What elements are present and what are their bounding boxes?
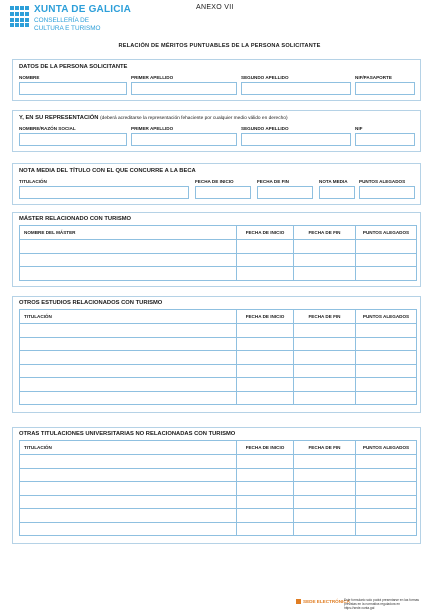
table-cell[interactable] — [237, 495, 294, 509]
label-nif: NIF — [355, 126, 363, 131]
logo-title: XUNTA DE GALICIA — [34, 4, 132, 15]
xunta-logo — [10, 4, 140, 36]
table-cell[interactable] — [356, 482, 417, 496]
table-cell[interactable] — [237, 337, 294, 351]
rep-nif-input[interactable] — [355, 133, 415, 146]
col-fecha-inicio: FECHA DE INICIO — [237, 226, 294, 240]
table-row — [20, 324, 417, 338]
label-nota-media: NOTA MEDIA — [319, 179, 348, 184]
table-cell[interactable] — [237, 509, 294, 523]
table-row — [20, 351, 417, 365]
col-fecha-fin: FECHA DE FIN — [294, 310, 356, 324]
footer-note: Este formulario solo podrá presentarse en las formas previstas en la normativa reguladora en https://sede.xunta.gal — [344, 598, 419, 610]
table-cell[interactable] — [20, 364, 237, 378]
rep-segundo-apellido-input[interactable] — [241, 133, 351, 146]
xunta-emblem-icon — [10, 6, 30, 28]
table-cell[interactable] — [20, 495, 237, 509]
col-titulacion: TITULACIÓN — [20, 310, 237, 324]
label-primer-apellido: PRIMER APELLIDO — [131, 126, 174, 131]
table-cell[interactable] — [356, 267, 417, 281]
section-title: DATOS DE LA PERSONA SOLICITANTE — [19, 64, 128, 70]
puntos-alegados-input[interactable] — [359, 186, 415, 199]
table-cell[interactable] — [294, 482, 356, 496]
table-cell[interactable] — [294, 337, 356, 351]
table-cell[interactable] — [356, 495, 417, 509]
col-puntos-alegados: PUNTOS ALEGADOS — [356, 441, 417, 455]
section-nota-media — [12, 163, 421, 205]
logo-line-1: CONSELLERÍA DE — [34, 17, 90, 24]
table-cell[interactable] — [294, 455, 356, 469]
table-cell[interactable] — [237, 267, 294, 281]
table-row — [20, 378, 417, 392]
table-cell[interactable] — [20, 522, 237, 536]
section-title: NOTA MEDIA DEL TÍTULO CON EL QUE CONCURRE A LA BECA — [19, 168, 196, 174]
otras-titulaciones-table — [19, 440, 417, 536]
table-row — [20, 391, 417, 405]
table-cell[interactable] — [356, 522, 417, 536]
table-cell[interactable] — [294, 522, 356, 536]
table-cell[interactable] — [20, 391, 237, 405]
representacion-title: Y, EN SU REPRESENTACIÓN — [19, 115, 99, 121]
table-cell[interactable] — [294, 364, 356, 378]
table-cell[interactable] — [294, 495, 356, 509]
table-cell[interactable] — [20, 240, 237, 254]
table-cell[interactable] — [237, 240, 294, 254]
table-cell[interactable] — [294, 391, 356, 405]
table-cell[interactable] — [356, 391, 417, 405]
label-nombre-razon-social: NOMBRE/RAZÓN SOCIAL — [19, 126, 76, 131]
table-cell[interactable] — [356, 468, 417, 482]
label-primer-apellido: PRIMER APELLIDO — [131, 75, 174, 80]
col-nombre-master: NOMBRE DEL MÁSTER — [20, 226, 237, 240]
table-cell[interactable] — [20, 509, 237, 523]
table-cell[interactable] — [294, 253, 356, 267]
table-cell[interactable] — [237, 391, 294, 405]
section-title: OTROS ESTUDIOS RELACIONADOS CON TURISMO — [19, 300, 163, 306]
label-segundo-apellido: SEGUNDO APELLIDO — [241, 75, 289, 80]
nif-pasaporte-input[interactable] — [355, 82, 415, 95]
representacion-note: (deberá acreditarse la representación fehaciente por cualquier medio válido en derecho) — [100, 116, 288, 121]
table-cell[interactable] — [237, 378, 294, 392]
page-title: RELACIÓN DE MÉRITOS PUNTUABLES DE LA PERSONA SOLICITANTE — [118, 43, 321, 49]
table-cell[interactable] — [20, 337, 237, 351]
table-cell[interactable] — [20, 324, 237, 338]
table-cell[interactable] — [237, 364, 294, 378]
table-cell[interactable] — [294, 351, 356, 365]
table-row — [20, 522, 417, 536]
table-cell[interactable] — [294, 240, 356, 254]
table-cell[interactable] — [356, 455, 417, 469]
section-otros-estudios — [12, 296, 421, 413]
table-cell[interactable] — [294, 378, 356, 392]
table-cell[interactable] — [356, 240, 417, 254]
col-titulacion: TITULACIÓN — [20, 441, 237, 455]
fecha-inicio-input[interactable] — [195, 186, 251, 199]
label-nif-pasaporte: NIF/PASAPORTE — [355, 75, 392, 80]
section-master — [12, 212, 421, 287]
table-cell[interactable] — [20, 253, 237, 267]
section-title: OTRAS TITULACIONES UNIVERSITARIAS NO RELACIONADAS CON TURISMO — [19, 431, 236, 437]
sede-icon — [296, 599, 301, 604]
table-cell[interactable] — [237, 482, 294, 496]
table-cell[interactable] — [20, 378, 237, 392]
table-cell[interactable] — [356, 378, 417, 392]
col-puntos-alegados: PUNTOS ALEGADOS — [356, 310, 417, 324]
table-header — [20, 310, 417, 324]
table-cell[interactable] — [20, 351, 237, 365]
fecha-fin-input[interactable] — [257, 186, 313, 199]
table-row — [20, 267, 417, 281]
col-fecha-fin: FECHA DE FIN — [294, 226, 356, 240]
table-cell[interactable] — [237, 522, 294, 536]
rep-primer-apellido-input[interactable] — [131, 133, 237, 146]
table-cell[interactable] — [294, 509, 356, 523]
table-row — [20, 482, 417, 496]
table-row — [20, 495, 417, 509]
table-cell[interactable] — [237, 455, 294, 469]
table-cell[interactable] — [294, 267, 356, 281]
table-row — [20, 509, 417, 523]
table-cell[interactable] — [237, 351, 294, 365]
table-cell[interactable] — [356, 253, 417, 267]
table-cell[interactable] — [20, 482, 237, 496]
table-cell[interactable] — [237, 324, 294, 338]
anexo-label: ANEXO VII — [196, 4, 234, 11]
section-title: MÁSTER RELACIONADO CON TURISMO — [19, 216, 132, 222]
table-cell[interactable] — [356, 337, 417, 351]
sede-label: SEDE ELECTRÓNICA — [303, 599, 350, 604]
table-cell[interactable] — [20, 468, 237, 482]
table-cell[interactable] — [356, 324, 417, 338]
col-fecha-inicio: FECHA DE INICIO — [237, 310, 294, 324]
table-cell[interactable] — [356, 509, 417, 523]
sede-electronica-logo — [296, 599, 350, 604]
table-row — [20, 455, 417, 469]
section-representacion — [12, 110, 421, 152]
table-row — [20, 468, 417, 482]
table-row — [20, 337, 417, 351]
titulacion-input[interactable] — [19, 186, 189, 199]
table-row — [20, 253, 417, 267]
section-otras-titulaciones — [12, 427, 421, 544]
table-cell[interactable] — [237, 253, 294, 267]
primer-apellido-input[interactable] — [131, 82, 237, 95]
label-puntos-alegados: PUNTOS ALEGADOS — [359, 179, 406, 184]
table-cell[interactable] — [294, 468, 356, 482]
table-row — [20, 364, 417, 378]
nombre-input[interactable] — [19, 82, 127, 95]
col-fecha-fin: FECHA DE FIN — [294, 441, 356, 455]
razon-social-input[interactable] — [19, 133, 127, 146]
table-cell[interactable] — [20, 267, 237, 281]
col-fecha-inicio: FECHA DE INICIO — [237, 441, 294, 455]
label-titulacion: TITULACIÓN — [19, 179, 47, 184]
segundo-apellido-input[interactable] — [241, 82, 351, 95]
otros-estudios-table — [19, 309, 417, 405]
table-header — [20, 441, 417, 455]
master-table — [19, 225, 417, 281]
table-header — [20, 226, 417, 240]
label-nombre: NOMBRE — [19, 75, 40, 80]
nota-media-input[interactable] — [319, 186, 355, 199]
label-fecha-fin: FECHA DE FIN — [257, 179, 289, 184]
logo-line-2: CULTURA E TURISMO — [34, 25, 101, 32]
table-row — [20, 240, 417, 254]
section-title — [19, 115, 288, 121]
table-cell[interactable] — [356, 351, 417, 365]
table-cell[interactable] — [356, 364, 417, 378]
table-cell[interactable] — [294, 324, 356, 338]
label-segundo-apellido: SEGUNDO APELLIDO — [241, 126, 289, 131]
table-cell[interactable] — [20, 455, 237, 469]
col-puntos-alegados: PUNTOS ALEGADOS — [356, 226, 417, 240]
label-fecha-inicio: FECHA DE INICIO — [195, 179, 234, 184]
section-solicitante — [12, 59, 421, 101]
table-cell[interactable] — [237, 468, 294, 482]
